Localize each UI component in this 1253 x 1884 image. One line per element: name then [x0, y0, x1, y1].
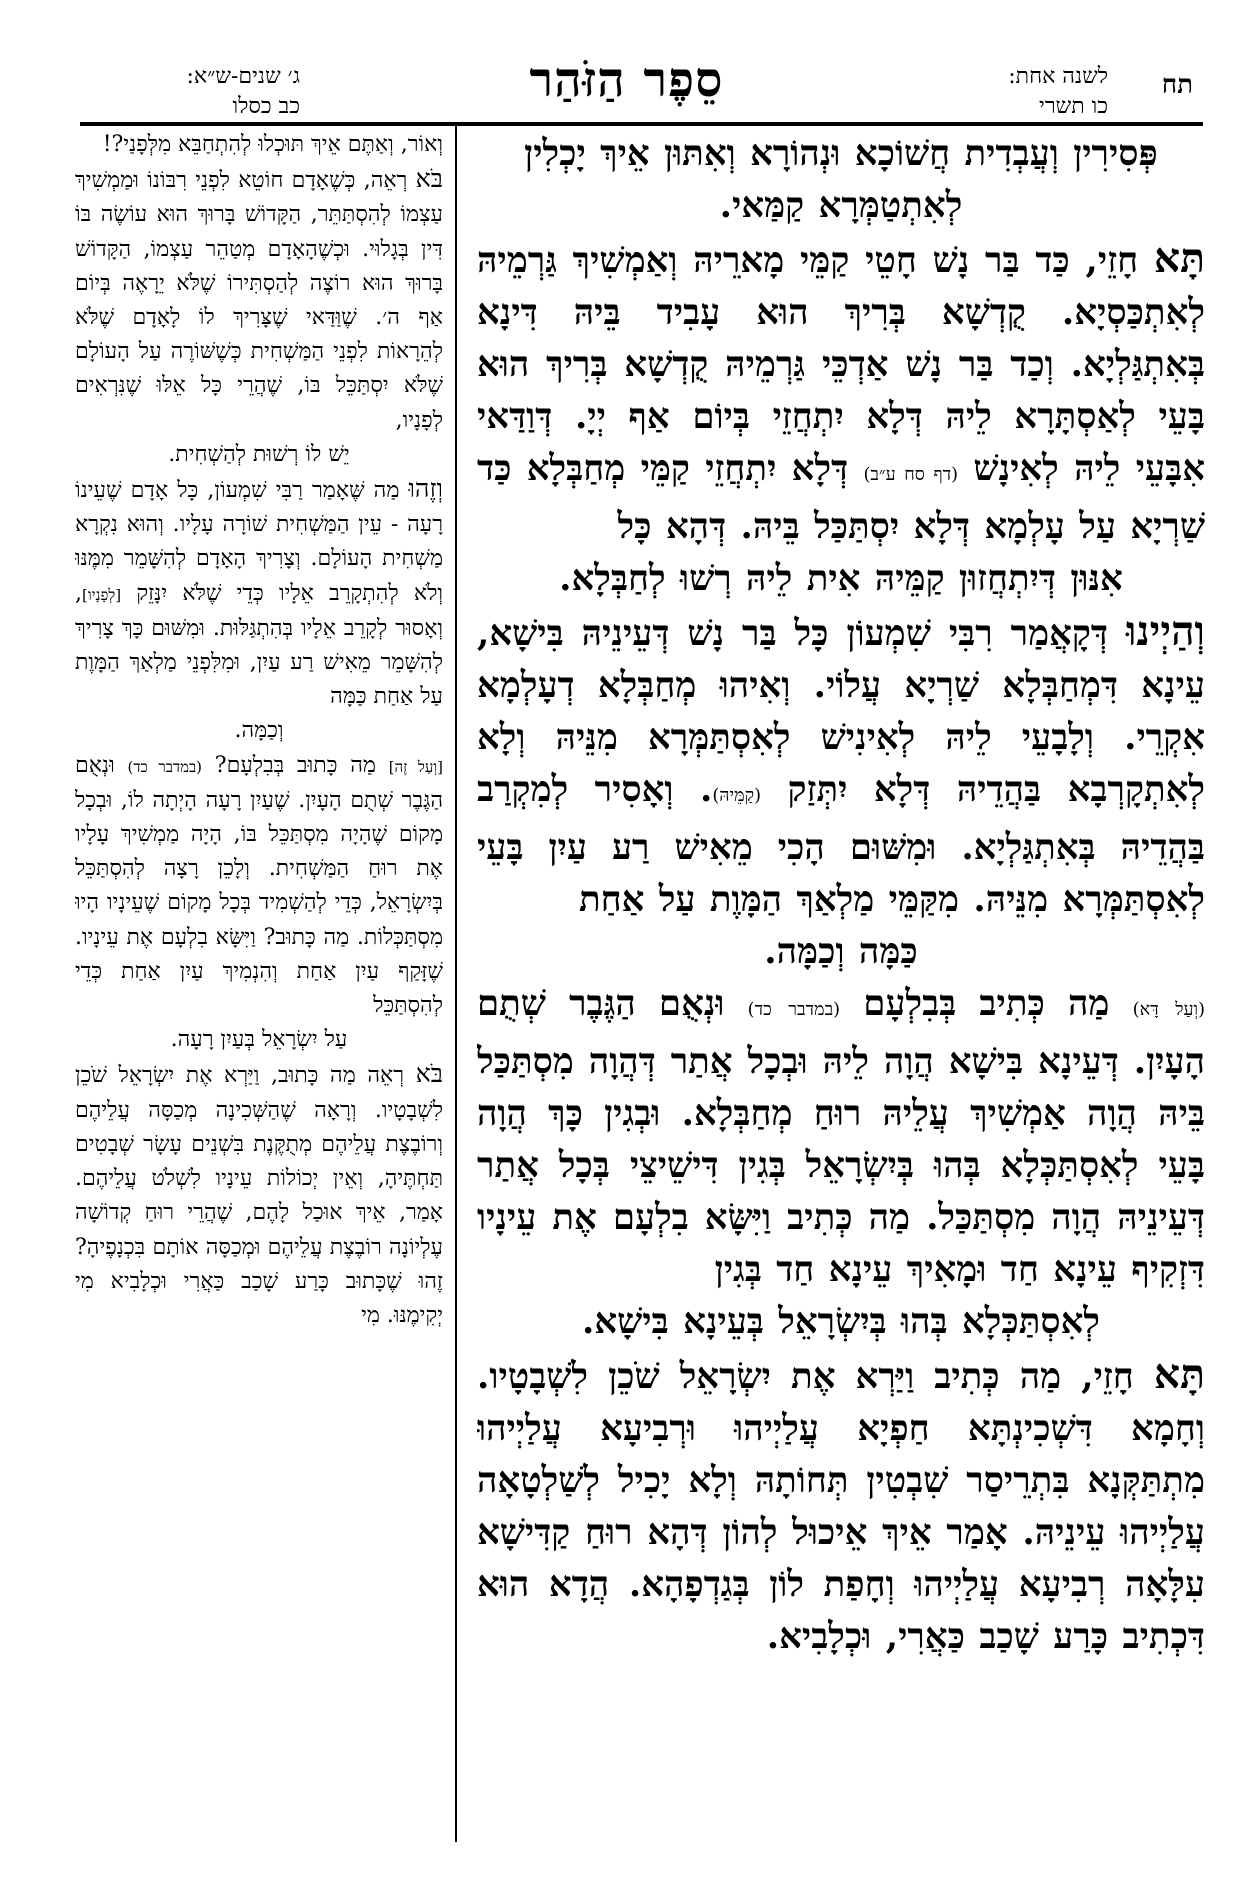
book-title: סֵפֶר הַזֹּהַר: [529, 52, 724, 108]
main-paragraph: [477, 232, 1205, 553]
source-reference: (קַמֵּיהּ): [712, 786, 762, 806]
side-paragraph: [75, 128, 443, 162]
text-run: חָזֵי, מַה כְּתִיב וַיַּרְא אֶת יִשְׂרָאֵל שֹׁכֵן לִשְׁבָטָיו. וְחָמָא דִּשְׁכִינְתָּא חַפְיָא עֲלַיְיהוּ וּרְבִיעָא עֲלַיְיהוּ מִתְתַּקְּנָא בִּתְרֵיסַר שִׁבְטִין תְּחוֹתָהּ וְלָא יָכִיל לְשַׁלְטָאָה עֲלַיְיהוּ עֵינֵיהּ. אָמַר אֵיךְ אֵיכוּל לְהוֹן דְּהָא רוּחַ קַדִּישָׁא עִלָּאָה רְבִיעָא עֲלַיְיהוּ וְחָפַת לוֹן בְּגַדְפָהָא. הֲדָא הוּא דִּכְתִיב כָּרַע שָׁכַב כַּאֲרִי, וּכְלָבִיא.: [477, 1356, 1205, 1657]
text-run: . וְאָסִיר לְמִקְרַב בַּהֲדֵיהּ בְּאִתְגַּלְיָא. וּמִשּׁוּם הָכִי מֵאִישׁ רַע עַיִן בָּעֵי לְאִסְתַּמְּרָא מִנֵּיהּ. מִקַּמֵּי מַלְאַךְ הַמָּוֶת עַל אַחַת: [477, 769, 1205, 920]
text-run: וּנְאֻם הַגֶּבֶר שְׁתֻם הָעָיִן. דְּעֵינָא בִּישָׁא הֲוָה לֵיהּ וּבְכָל אֲתַר דְּהֲוָה מִסְתַּכַּל בֵּיהּ הֲוָה אַמְשִׁיךְ עֲלֵיהּ רוּחַ מְחַבְּלָא. וּבְגִין כָּךְ הֲוָה בָּעֵי לְאִסְתַּכְּלָא בְּהוּ בְּיִשְׂרָאֵל בְּגִין דִּישֵׁיצֵי בְּכָל אֲתַר דְּעֵינֵיהּ הֲוָה מִסְתַּכַּל. מַה כְּתִיב וַיִּשָּׂא בִלְעָם אֶת עֵינָיו דִּזְקִיף עֵינָא חַד וּמָאִיךְ עֵינָא חַד בְּגִין: [477, 983, 1205, 1290]
side-paragraph: [75, 1057, 443, 1333]
text-run: מַה שֶּׁאָמַר רַבִּי שִׁמְעוֹן, כָּל אָדָם שֶׁעֵינוֹ רָעָה - עֵין הַמַּשְׁחִית שׁוֹרָה עָלָיו. וְהוּא נִקְרָא מַשְׁחִית הָעוֹלָם. וְצָרִיךְ הָאָדָם לְהִשָּׁמֵר מִמֶּנּוּ וְלֹא לְהִתְקָרֵב אֵלָיו כְּדֵי שֶׁלֹּא יִנָּזֵק: [75, 478, 443, 606]
page-number: תח: [1161, 70, 1193, 100]
text-run: כַּמָּה וְכַמָּה.: [764, 931, 918, 972]
side-paragraph: [75, 749, 443, 1024]
text-run: רְאֵה, כְּשֶׁאָדָם חוֹטֵא לִפְנֵי רִבּוֹנוֹ וּמַמְשִׁיךְ עַצְמוֹ לְהִסְתַּתֵּר, הַקָּדוֹשׁ בָּרוּךְ הוּא עוֹשֶׂה בּוֹ דִּין בְּגָלוּי. וּכְשֶׁהָאָדָם מְטַהֵר עַצְמוֹ, הַקָּדוֹשׁ בָּרוּךְ הוּא רוֹצֶה לְהַסְתִּירוֹ שֶׁלֹּא יֵרָאֶה בְּיוֹם אַף ה׳. שֶׁוַּדַּאי שֶׁצָּרִיךְ לוֹ לָאָדָם שֶׁלֹּא לְהֵרָאוֹת לִפְנֵי הַמַּשְׁחִית כְּשֶׁשּׁוֹרֶה עַל הָעוֹלָם שֶׁלֹּא יִסְתַּכֵּל בּוֹ, שֶׁהֲרֵי כָּל אֵלּוּ שֶׁנִּרְאִים לְפָנָיו,: [75, 168, 443, 433]
main-paragraph: [477, 926, 1205, 978]
main-paragraph: [477, 128, 1205, 232]
side-paragraph: [75, 1023, 443, 1057]
main-paragraph: [477, 978, 1205, 1296]
side-paragraph: [75, 162, 443, 438]
opening-word: בֹּא: [415, 1059, 443, 1089]
side-paragraph: [75, 438, 443, 472]
header-divider: [80, 122, 1203, 126]
text-run: חָזֵי, כַּד בַּר נָשׁ חָטֵי קַמֵּי מָארֵיהּ וְאַמְשִׁיךְ גַּרְמֵיהּ לְאִתְכַּסְיָא. קֻדְשָׁא בְּרִיךְ הוּא עָבִיד בֵּיהּ דִּינָא בְּאִתְגַּלְיָא. וְכַד בַּר נָשׁ אַדְכֵּי גַּרְמֵיהּ קֻדְשָׁא בְּרִיךְ הוּא בָּעֵי לְאַסְתָּרָא לֵיהּ דְּלָא יִתְחֲזֵי בְּיוֹם אַף יְיָ. דְּוַדַּאי אִבָּעֵי לֵיהּ לְאִינָשׁ: [477, 240, 1205, 489]
text-run: רְאֵה מַה כָּתוּב, וַיַּרְא אֶת יִשְׂרָאֵל שֹׁכֵן לִשְׁבָטָיו. וְרָאָה שֶׁהַשְּׁכִינָה מְכַסָּה עֲלֵיהֶם וְרוֹבֶצֶת עֲלֵיהֶם מְתֻקֶּנֶת בִּשְׁנֵים עָשָׂר שְׁבָטִים תַּחְתֶּיהָ, וְאֵין יְכוֹלוֹת עֵינָיו לִשְׁלֹט עֲלֵיהֶם. אָמַר, אֵיךְ אוּכַל לָהֶם, שֶׁהֲרֵי רוּחַ קְדוֹשָׁה עֶלְיוֹנָה רוֹבֶצֶת עֲלֵיהֶם וּמְכַסָּה אוֹתָם בִּכְנָפֶיהָ? זֶהוּ שֶׁכָּתוּב כָּרַע שָׁכַב כַּאֲרִי וּכְלָבִיא מִי יְקִימֶנּוּ. מִי: [75, 1063, 443, 1328]
text-run: לְאִסְתַּכְּלָא בְּהוּ בְּיִשְׂרָאֵל בְּעֵינָא בִּישָׁא.: [582, 1301, 1100, 1342]
header-left-info: [80, 62, 300, 122]
source-reference: (וְעַל דָּא): [1132, 1000, 1205, 1020]
header-left-line1: ג׳ שנים-ש״א:: [186, 64, 300, 89]
opening-word: בֹּא: [415, 164, 443, 194]
main-paragraph: [477, 605, 1205, 926]
main-paragraph: [477, 1348, 1205, 1663]
main-aramaic-column: [477, 128, 1205, 1838]
text-run: דְּקָאֲמַר רִבִּי שִׁמְעוֹן כָּל בַּר נָשׁ דְּעֵינֵיהּ בִּישָׁא, עֵינָא דִּמְחַבְּלָא שַׁרְיָא עֲלוֹי. וְאִיהוּ מְחַבְּלָא דְעָלְמָא אִקְרֵי. וְלָבָעֵי לֵיהּ לְאִינִישׁ לְאִסְתַּמְּרָא מִנֵּיהּ וְלָא לְאִתְקָרְבָא בַּהֲדֵיהּ דְּלָא יִתְּזַק: [477, 613, 1205, 810]
opening-word: וְזֶהוּ: [408, 474, 443, 504]
text-run: וְאוֹר, וְאַתֶּם אֵיךְ תּוּכְלוּ לְהִתְחַבֵּא מִלְּפָנַי?!: [102, 132, 443, 157]
opening-word: תָּא: [1153, 1350, 1205, 1398]
text-run: מַה כָּתוּב בְּבִלְעָם?: [202, 752, 389, 778]
text-run: עַל יִשְׂרָאֵל בְּעַיִן רָעָה.: [170, 1027, 348, 1053]
opening-word: תָּא: [1153, 234, 1205, 282]
hebrew-translation-column: [75, 128, 443, 1838]
main-paragraph: [477, 553, 1205, 605]
text-run: וּנְאֻם הַגֶּבֶר שְׁתֻם הָעָיִן. שֶׁעַיִן רָעָה הָיְתָה לוֹ, וּבְכָל מָקוֹם שֶׁהָיָה מִסְתַּכֵּל בּוֹ, הָיָה מַמְשִׁיךְ עָלָיו אֶת רוּחַ הַמַּשְׁחִית. וְלָכֵן רָצָה לְהִסְתַּכֵּל בְּיִשְׂרָאֵל, כְּדֵי לְהַשְׁמִיד בְּכָל מָקוֹם שֶׁעֵינָיו הָיוּ מִסְתַּכְּלוֹת. מַה כָּתוּב? וַיִּשָּׂא בִלְעָם אֶת עֵינָיו. שֶׁזָּקַף עַיִן אַחַת וְהִנְמִיךְ עַיִן אַחַת כְּדֵי לְהִסְתַּכֵּל: [75, 752, 443, 1019]
source-reference: (במדבר כד): [747, 1000, 841, 1020]
text-run: וְכַמָּה.: [234, 718, 284, 744]
source-reference: [וְעַל זֶה]: [388, 757, 443, 776]
source-reference: (במדבר כד): [127, 757, 203, 776]
header-left-line2: כב כסלו: [232, 94, 300, 119]
main-paragraph: [477, 1296, 1205, 1348]
text-run: פְּסִירִין וְעֲבְדִית חֲשׁוֹכָא וּנְהוֹרָא וְאִתּוּן אֵיךְ יָכְלִין לְאִתְטַמְּרָא קַמַּאי.: [524, 133, 1158, 226]
opening-word: וְהַיְינוּ: [1125, 607, 1205, 655]
header-right-line1: לשנה אחת:: [1008, 64, 1108, 89]
side-paragraph: [75, 472, 443, 714]
column-divider: [455, 122, 457, 1842]
source-reference: [לְפָנָיו]: [82, 585, 122, 604]
source-reference: (דף סח ע״ב): [863, 465, 959, 485]
side-paragraph: [75, 714, 443, 748]
text-run: מַה כְּתִיב בְּבִלְעָם: [840, 983, 1133, 1024]
text-run: יֵשׁ לוֹ רְשׁוּת לְהַשְׁחִית.: [168, 441, 350, 467]
text-run: אִנּוּן דְּיִתְחֲזוּן קַמֵּיהּ אִית לֵיהּ רְשׁוּ לְחַבְּלָא.: [559, 558, 1123, 599]
text-run: דְּלָא יִתְחֲזֵי קַמֵּי מְחַבְּלָא כַּד שַׁרְיָא עַל עָלְמָא דְּלָא יִסְתַּכַּל בֵּיהּ. דְּהָא כָּל: [477, 448, 1205, 547]
header-right-line2: כו תשרי: [1039, 94, 1108, 119]
text-run: , וְאָסוּר לְקָרֵב אֵלָיו בְּהִתְגַּלּוּת. וּמִשּׁוּם כָּךְ צָרִיךְ לְהִשָּׁמֵר מֵאִישׁ רַע עַיִן, וּמִלִּפְנֵי מַלְאַךְ הַמָּוֶת עַל אַחַת כַּמָּה: [75, 580, 443, 710]
